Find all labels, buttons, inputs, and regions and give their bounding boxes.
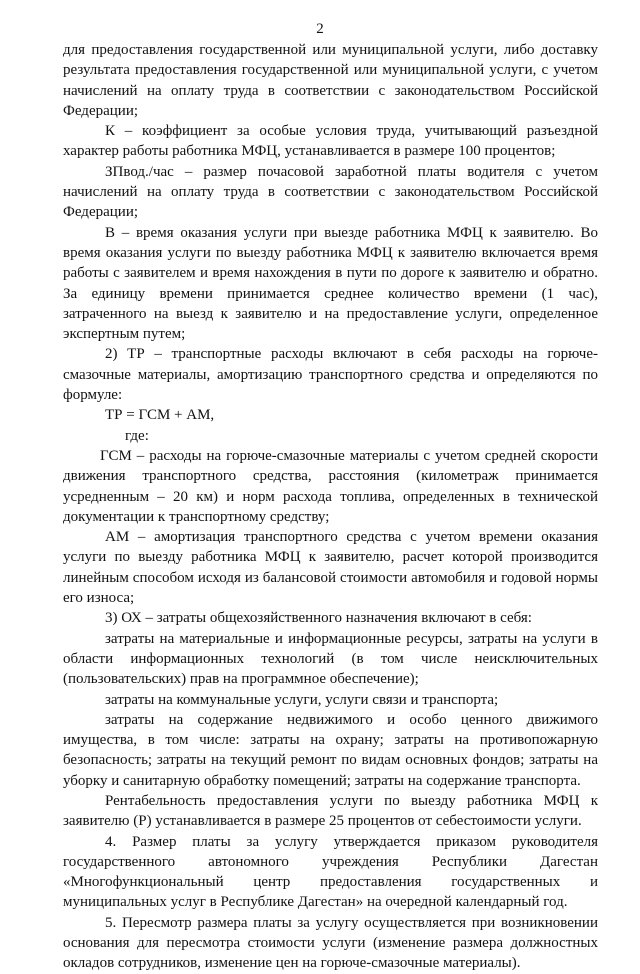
- paragraph-driver-wage: ЗПвод./час – размер почасовой заработной платы водителя с учетом начислений на оплату труда в соответствии с законодательством Российской Федерации;: [63, 163, 598, 221]
- paragraph-material-costs: затраты на материальные и информационные ресурсы, затраты на услуги в области информационных технологий (в том числе неисключительных (пользовательских) прав на программное обеспечение);: [63, 630, 598, 688]
- paragraph-service-time: В – время оказания услуги при выезде работника МФЦ к заявителю. Во время оказания услуги по выезду работника МФЦ к заявителю включается время работы с заявителем и время нахождения в пути по дороге к заявителю и обратно. За единицу времени принимается среднее количество времени (1 час), затраченного на выезд к заявителю и на предоставление услуги, определенное экспертным путем;: [63, 224, 598, 343]
- paragraph-gsm: ГСМ – расходы на горюче-смазочные материалы с учетом средней скорости движения транспортного средства, расстояния (километраж принимается усредненным – 20 км) и норм расхода топлива, определенных в технической документации к транспортному средству;: [63, 447, 598, 525]
- document-body: [63, 40, 598, 974]
- paragraph-overhead: 3) ОХ – затраты общехозяйственного назначения включают в себя:: [105, 610, 532, 627]
- formula-where: где:: [125, 427, 149, 444]
- paragraph-fee-revision: 5. Пересмотр размера платы за услугу осуществляется при возникновении основания для пересмотра стоимости услуги (изменение размера должностных окладов сотрудников, изменение цен на горюче-смазочные материалы).: [63, 914, 598, 972]
- paragraph-coefficient-k: К – коэффициент за особые условия труда, учитывающий разъездной характер работы работника МФЦ, устанавливается в размере 100 процентов;: [63, 123, 598, 160]
- paragraph-utility-costs: затраты на коммунальные услуги, услуги связи и транспорта;: [105, 691, 499, 708]
- paragraph-intro-continuation: для предоставления государственной или муниципальной услуги, либо доставку результата предоставления государственной или муниципальной услуги, с учетом начислений на оплату труда в соответствии с законодательством Российской Федерации;: [63, 42, 598, 119]
- paragraph-fee-approval: 4. Размер платы за услугу утверждается приказом руководителя государственного автономного учреждения Республики Дагестан «Многофункциональный центр предоставления государственных и муниципальных услуг в Республике Дагестан» на очередной календарный год.: [63, 833, 598, 911]
- paragraph-property-costs: затраты на содержание недвижимого и особо ценного движимого имущества, в том числе: затраты на охрану; затраты на противопожарную безопасность; затраты на текущий ремонт по видам основных фондов; затраты на уборку и санитарную обработку помещений; затраты на содержание транспорта.: [63, 711, 598, 789]
- page-number: 2: [316, 21, 324, 37]
- formula-tr: ТР = ГСМ + АМ,: [105, 407, 215, 424]
- paragraph-transport-costs: 2) ТР – транспортные расходы включают в себя расходы на горюче-смазочные материалы, амортизацию транспортного средства и определяются по формуле:: [63, 346, 598, 404]
- paragraph-profitability: Рентабельность предоставления услуги по выезду работника МФЦ к заявителю (Р) устанавливается в размере 25 процентов от себестоимости услуги.: [63, 792, 598, 830]
- paragraph-am: АМ – амортизация транспортного средства с учетом времени оказания услуги по выезду работника МФЦ к заявителю, расчет которой производится линейным способом исходя из балансовой стоимости автомобиля и годовой нормы его износа;: [63, 529, 598, 607]
